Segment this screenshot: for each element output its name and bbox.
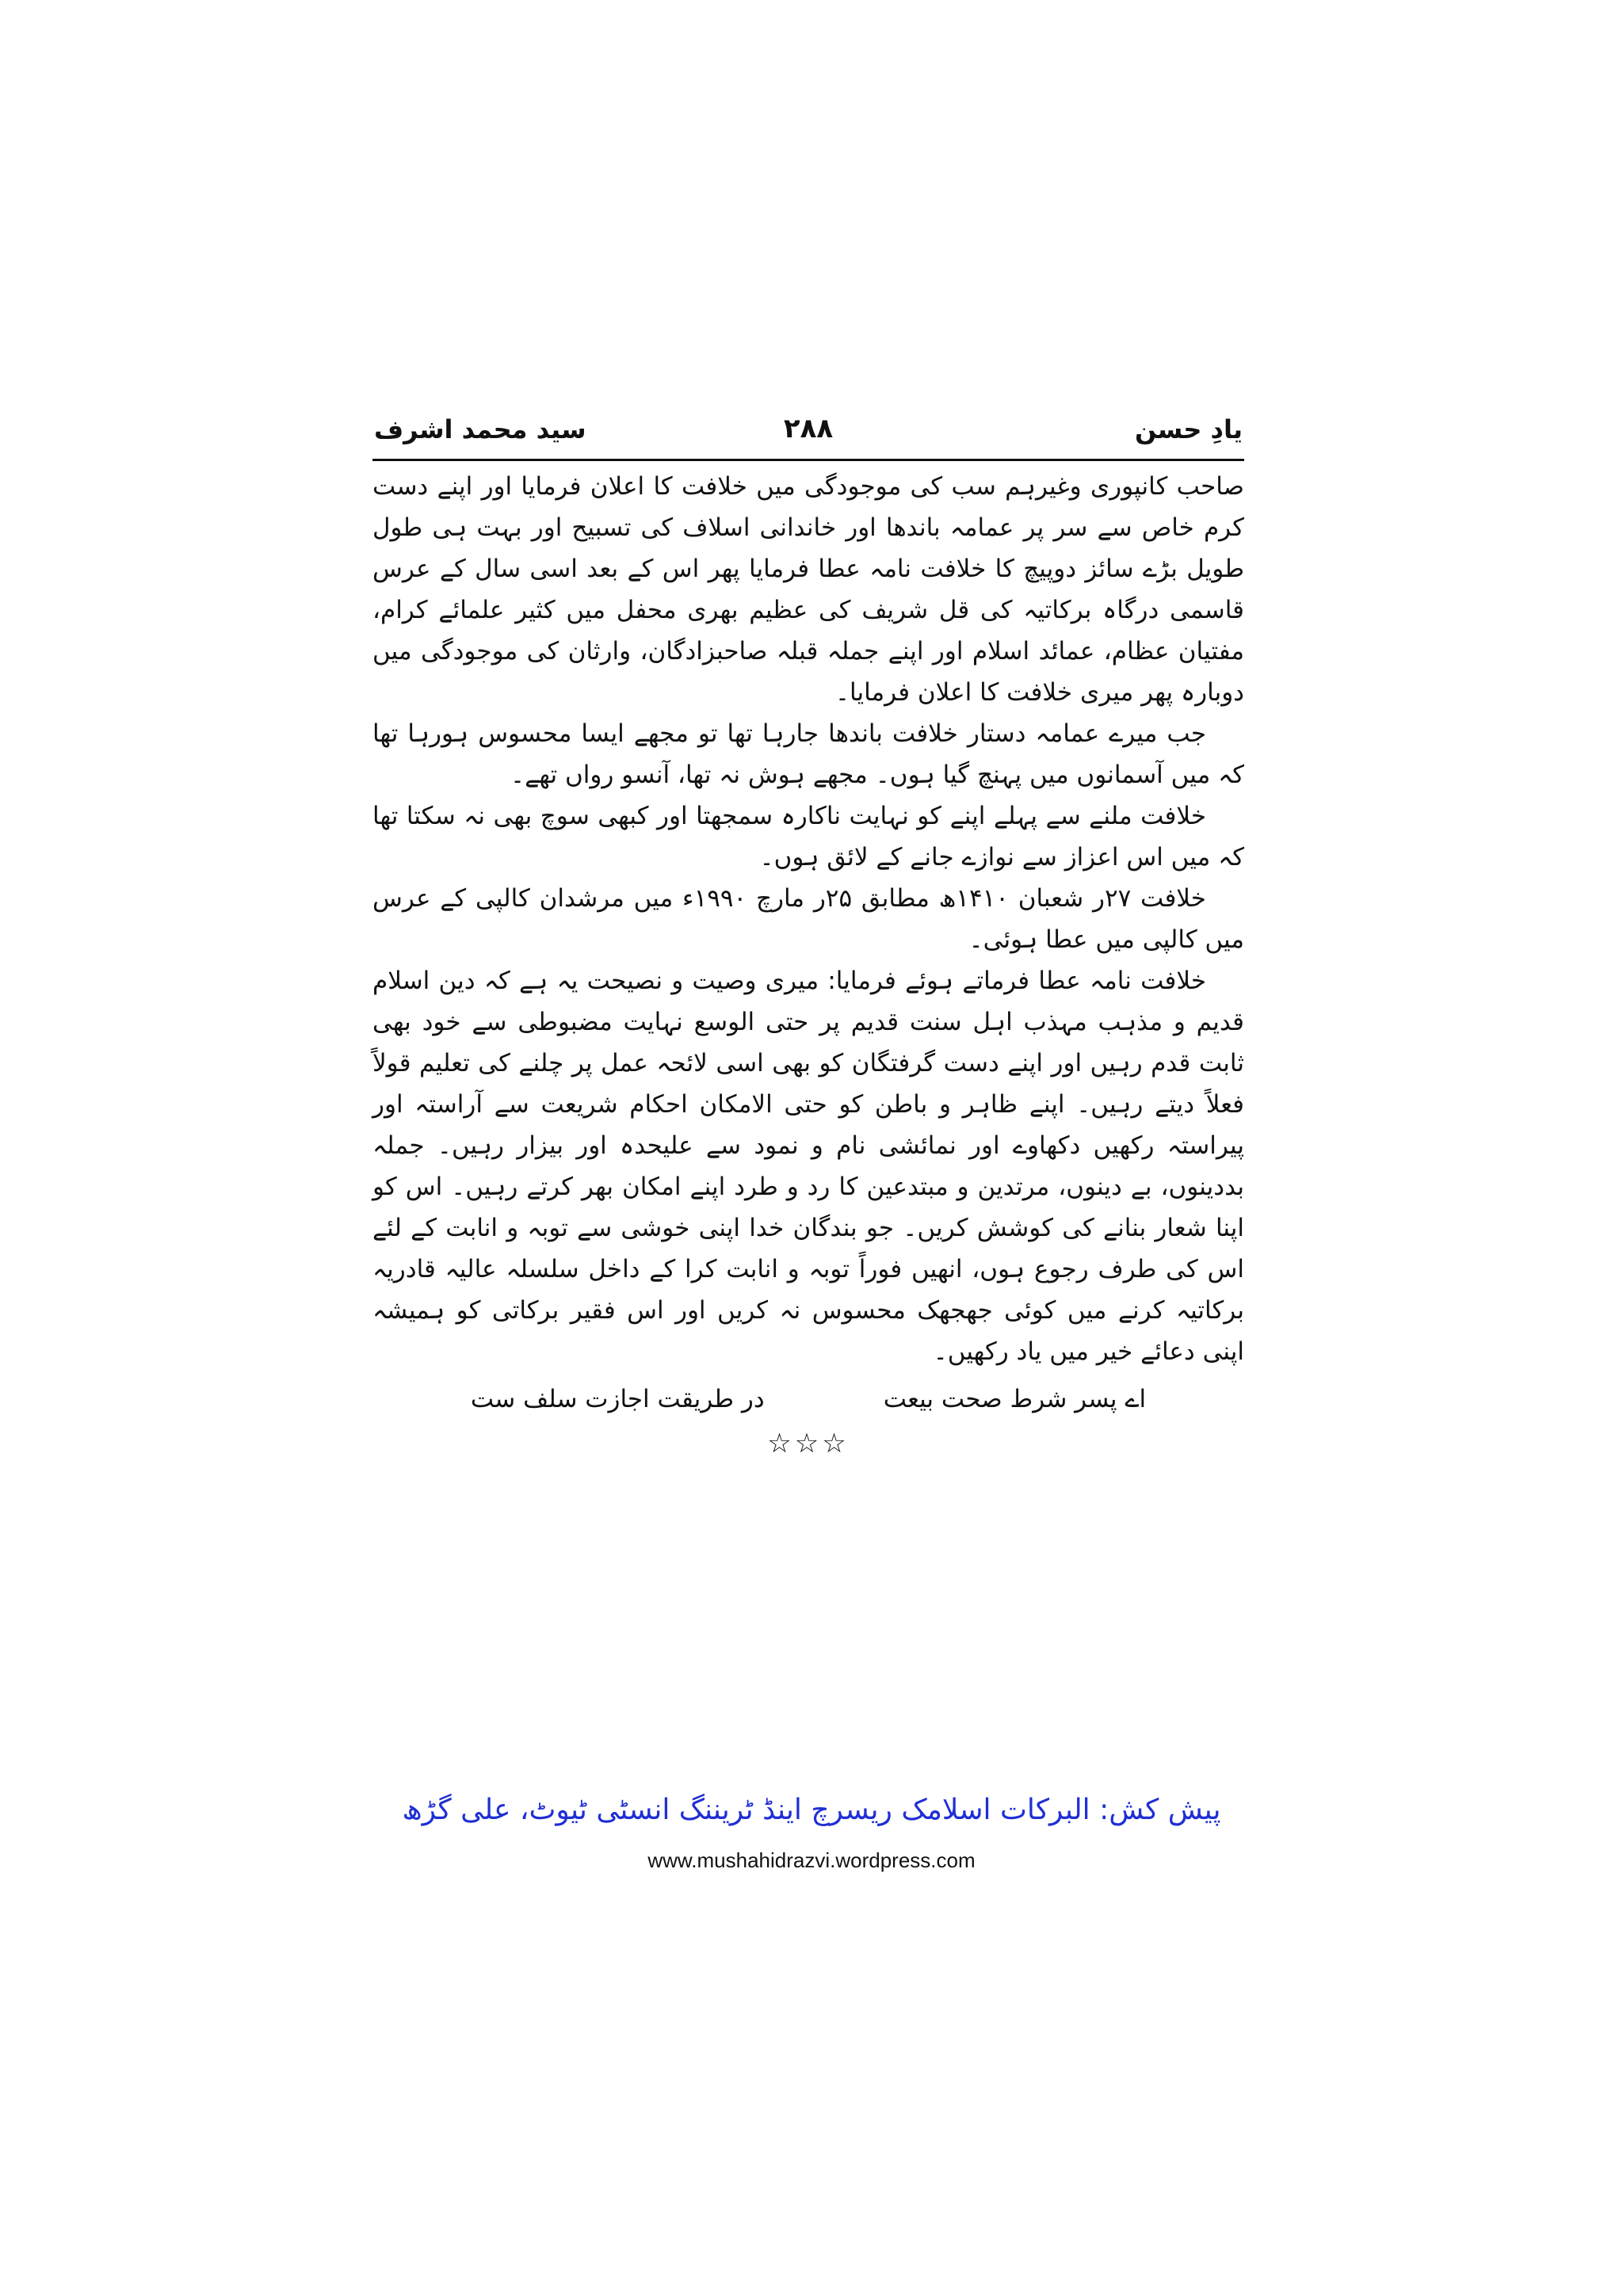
publisher-credit: پیش کش: البرکات اسلامک ریسرچ اینڈ ٹریننگ انسٹی ٹیوٹ، علی گڑھ [402,1794,1221,1826]
page-footer [0,1787,1623,1873]
running-header [372,408,1244,461]
book-page [372,408,1244,1464]
section-separator-stars: ☆☆☆ [767,1428,850,1459]
paragraph-advice: خلافت نامہ عطا فرماتے ہوئے فرمایا: میری وصیت و نصیحت یہ ہے کہ دین اسلام قدیم و مذہب مہذب اہل سنت قدیم پر حتی الوسع نہایت مضبوطی سے خود بھی ثابت قدم رہیں اور اپنے دست گرفتگان کو بھی اسی لائحہ عمل پر چلنے کی تعلیم قولاً فعلاً دیتے رہیں۔ اپنے ظاہر و باطن کو حتی الامکان احکام شریعت سے آراستہ اور پیراستہ رکھیں دکھاوے اور نمائشی نام و نمود سے علیحدہ اور بیزار رہیں۔ جملہ بددینوں، بے دینوں، مرتدین و مبتدعین کا رد و طرد اپنے امکان بھر کرتے رہیں۔ اس کو اپنا شعار بنانے کی کوشش کریں۔ جو بندگان خدا اپنی خوشی سے توبہ و انابت کے لئے اس کی طرف رجوع ہوں، انھیں فوراً توبہ و انابت کرا کے داخل سلسلہ عالیہ قادریہ برکاتیہ کرنے میں کوئی جھجھک محسوس نہ کریں اور اس فقیر برکاتی کو ہمیشہ اپنی دعائے خیر میں یاد رکھیں۔ [372,967,1244,1366]
paragraph-khilafat-date: خلافت ۲۷ر شعبان ۱۴۱۰ھ مطابق ۲۵ر مارچ ۱۹۹۰ء میں مرشدان کالپی کے عرس میں کالپی میں عطا ہوئی۔ [372,884,1244,954]
persian-couplet [372,1379,1244,1420]
paragraph-continuation: صاحب کانپوری وغیرہم سب کی موجودگی میں خلافت کا اعلان فرمایا اور اپنے دست کرم خاص سے سر پر عمامہ باندھا اور خاندانی اسلاف کی تسبیح اور بہت ہی طول طویل بڑے سائز دوپیچ کا خلافت نامہ عطا فرمایا پھر اس کے بعد اسی سال کے عرس قاسمی درگاہ برکاتیہ کی قل شریف کی عظیم بھری محفل میں کثیر علمائے کرام، مفتیان عظام، عمائد اسلام اور اپنے جملہ قبلہ صاحبزادگان، وارثان کی موجودگی میں دوبارہ پھر میری خلافت کا اعلان فرمایا۔ [372,472,1244,707]
paragraph-turban: جب میرے عمامہ دستار خلافت باندھا جارہا تھا تو مجھے ایسا محسوس ہورہا تھا کہ میں آسمانوں میں پہنچ گیا ہوں۔ مجھے ہوش نہ تھا، آنسو رواں تھے۔ [372,719,1244,789]
couplet-first-hemistich: اے پسر شرط صحت بیعت [883,1385,1147,1413]
paragraph-before-khilafat: خلافت ملنے سے پہلے اپنے کو نہایت ناکارہ سمجھتا اور کبھی سوچ بھی نہ سکتا تھا کہ میں اس اعزاز سے نوازے جانے کے لائق ہوں۔ [372,802,1244,871]
page-number: ۲۸۸ [783,413,834,444]
body-text [372,466,1244,1372]
website-url: www.mushahidrazvi.wordpress.com [647,1848,976,1872]
author-name: سید محمد اشرف [374,414,586,444]
couplet-second-hemistich: در طریقت اجازت سلف ست [470,1385,765,1413]
book-title: یادِ حسن [1134,414,1243,444]
